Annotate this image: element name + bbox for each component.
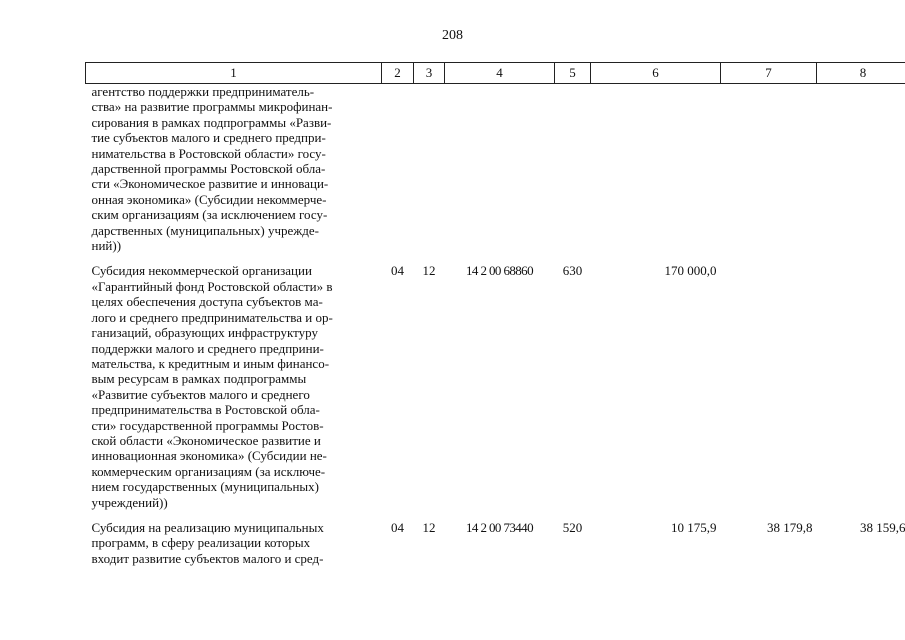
amount-year-1: 170 000,0 bbox=[664, 263, 717, 279]
amount-year-1 bbox=[591, 84, 721, 254]
description-line: ским организациям (за исключением госу- bbox=[91, 207, 328, 223]
subsection-code: 12 bbox=[422, 519, 436, 535]
amount-year-3 bbox=[817, 253, 905, 510]
target-article-code: 14 2 00 73440 bbox=[466, 519, 533, 535]
description-line: коммерческим организациям (за исключе- bbox=[91, 463, 326, 479]
description-line: целях обеспечения доступа субъектов ма- bbox=[91, 294, 323, 310]
description-line: ской области «Экономическое развитие и bbox=[91, 432, 321, 448]
section-code: 04 bbox=[391, 263, 404, 279]
amount-year-2 bbox=[721, 253, 817, 510]
table-row bbox=[86, 510, 905, 566]
description-line: «Развитие субъектов малого и среднего bbox=[91, 386, 310, 402]
description-line: Субсидия на реализацию муниципальных bbox=[91, 519, 324, 535]
description-line: Субсидия некоммерческой организации bbox=[91, 263, 312, 279]
description-line: предпринимательства в Ростовской обла- bbox=[91, 402, 320, 418]
amount-year-2: 38 179,8 bbox=[767, 519, 813, 535]
description-line: агентство поддержки предприниматель- bbox=[91, 84, 315, 99]
description-line: ний)) bbox=[91, 238, 122, 254]
column-header-2: 2 bbox=[382, 63, 414, 84]
column-header-4: 4 bbox=[445, 63, 555, 84]
description-line: сти «Экономическое развитие и инноваци- bbox=[91, 176, 329, 192]
description-line: сирования в рамках подпрограммы «Разви- bbox=[91, 114, 332, 130]
column-header-6: 6 bbox=[591, 63, 721, 84]
subsection-code: 12 bbox=[422, 263, 436, 279]
column-header-1: 1 bbox=[86, 63, 382, 84]
expense-type-code: 630 bbox=[562, 263, 583, 279]
table-row bbox=[86, 84, 905, 254]
description-line: дарственной программы Ростовской обла- bbox=[91, 161, 326, 177]
description-line: учреждений)) bbox=[91, 494, 168, 510]
description-line: сти» государственной программы Ростов- bbox=[91, 417, 324, 433]
amount-year-2 bbox=[721, 84, 817, 254]
column-header-8: 8 bbox=[817, 63, 905, 84]
description-line: программ, в сферу реализации которых bbox=[91, 535, 311, 551]
amount-year-3 bbox=[817, 84, 905, 254]
description-line: входит развитие субъектов малого и сред- bbox=[91, 550, 324, 566]
description-line: поддержки малого и среднего предприни- bbox=[91, 340, 324, 356]
description-line: инновационная экономика» (Субсидии не- bbox=[91, 448, 327, 464]
column-header-3: 3 bbox=[414, 63, 445, 84]
description-line: лого и среднего предпринимательства и ор- bbox=[91, 309, 333, 325]
amount-year-3: 38 159,6 bbox=[860, 519, 905, 535]
description-line: «Гарантийный фонд Ростовской области» в bbox=[91, 278, 333, 294]
subsection-code bbox=[414, 84, 445, 254]
description-line: нимательства в Ростовской области» госу- bbox=[91, 145, 326, 161]
description-line: дарственных (муниципальных) учрежде- bbox=[91, 222, 319, 238]
row-description bbox=[86, 84, 382, 254]
section-code: 04 bbox=[391, 519, 404, 535]
table-header-row bbox=[86, 63, 905, 84]
column-header-7: 7 bbox=[721, 63, 817, 84]
page-number: 208 bbox=[442, 28, 463, 43]
description-line: тие субъектов малого и среднего предпри- bbox=[91, 130, 326, 146]
section-code bbox=[382, 84, 414, 254]
row-description bbox=[86, 510, 382, 566]
target-article-code bbox=[445, 84, 555, 254]
description-line: ганизаций, образующих инфраструктуру bbox=[91, 325, 318, 341]
row-description bbox=[86, 253, 382, 510]
amount-year-1: 10 175,9 bbox=[671, 519, 717, 535]
description-line: вым ресурсам в рамках подпрограммы bbox=[91, 371, 307, 387]
budget-table bbox=[85, 62, 905, 566]
description-line: мательства, к кредитным и иным финансо- bbox=[91, 355, 330, 371]
description-line: ства» на развитие программы микрофинан- bbox=[91, 99, 333, 115]
description-line: онная экономика» (Субсидии некоммерче- bbox=[91, 191, 327, 207]
description-line: нием государственных (муниципальных) bbox=[91, 479, 319, 495]
expense-type-code: 520 bbox=[562, 519, 583, 535]
expense-type-code bbox=[555, 84, 591, 254]
target-article-code: 14 2 00 68860 bbox=[466, 263, 533, 279]
column-header-5: 5 bbox=[555, 63, 591, 84]
table-row bbox=[86, 253, 905, 510]
